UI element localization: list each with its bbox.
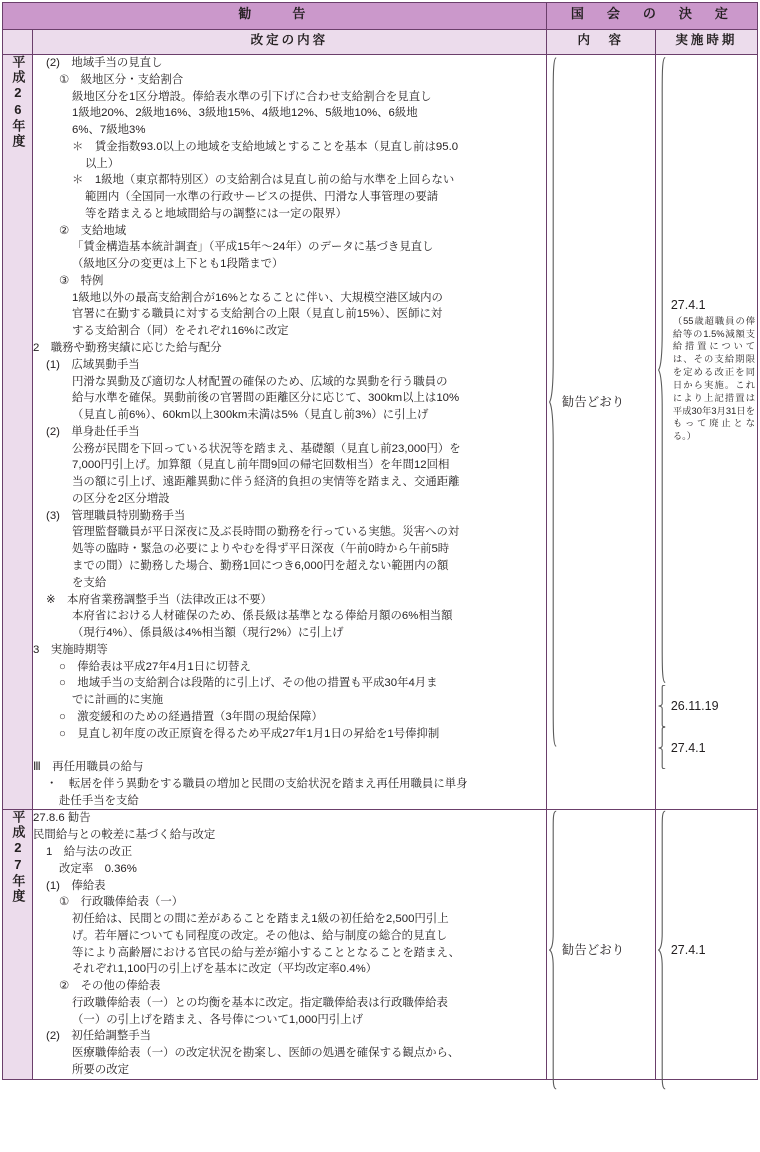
brace-label-main: 27.4.1 (670, 943, 706, 958)
brace-group (658, 810, 755, 1090)
content-line: 初任給は、民間との間に差があることを踏まえ1級の初任給を2,500円引上 (72, 913, 449, 926)
brace-label (558, 394, 625, 411)
content-line: 1級地以外の最高支給割合が16%となることに伴い、大規模空港区域内の (72, 291, 443, 304)
curly-brace-icon (658, 810, 667, 1090)
content-line: ○ 激変緩和のための経過措置（3年間の現給保障） (59, 710, 323, 723)
content-line: 範囲内（全国同一水準の行政サービスの提供、円滑な人事管理の要請 (85, 191, 439, 204)
content-line: 改定率 0.36% (59, 862, 137, 875)
brace-label (667, 942, 706, 959)
diet-content-cell (546, 810, 655, 1079)
content-line: 官署に在勤する職員に対する支給割合の上限（見直し前15%）、医師に対 (72, 308, 443, 321)
brace-group (549, 810, 653, 1090)
header-col-diet-content: 内 容 (546, 30, 655, 55)
revision-content-cell (33, 55, 547, 810)
content-line: (1) 広域異動手当 (46, 358, 140, 371)
brace-label (667, 698, 719, 715)
content-line: 処等の臨時・緊急の必要によりやむを得ず平日深夜（午前0時から午前5時 (72, 543, 450, 556)
content-line: 1級地20%、2級地16%、3級地15%、4級地12%、5級地10%、6級地 (72, 107, 418, 120)
brace-label-main: 27.4.1 (670, 297, 706, 312)
diet-timing-cell (655, 55, 757, 810)
content-line: 当の額に引上げ、遠距離異動に伴う経済的負担の実情等を踏まえ、交通距離 (72, 476, 460, 489)
diet-timing-cell (655, 810, 757, 1079)
content-line: (3) 管理職員特別勤務手当 (46, 509, 186, 522)
brace-group (658, 685, 755, 727)
fiscal-year-label: 平成26年度 (10, 55, 26, 149)
brace-label-main: 勧告どおり (561, 394, 625, 409)
header-col-implementation-timing: 実施時期 (655, 30, 757, 55)
content-line: までの間）に勤務した場合、勤務1回につき6,000円を超えない範囲内の額 (72, 559, 449, 572)
content-line: 本府省における人材確保のため、係長級は基準となる俸給月額の6%相当額 (72, 610, 453, 623)
content-line: 級地区分を1区分増設。俸給表水準の引下げに合わせ支給割合を見直し (72, 90, 432, 103)
content-line: 民間給与との較差に基づく給与改定 (33, 829, 216, 842)
content-line: 給与水準を確保。異動前後の官署間の距離区分に応じて、300km以上は10% (72, 392, 460, 405)
content-line: 医療職俸給表（一）の改定状況を勘案し、医師の処遇を確保する観点から、 (72, 1047, 460, 1060)
content-line: (2) 地域手当の見直し (46, 57, 163, 69)
brace-group (549, 55, 653, 749)
content-line: 6%、7級地3% (72, 124, 146, 137)
brace-label (558, 942, 625, 959)
document-page (0, 2, 760, 1152)
header-diet-decision: 国 会 の 決 定 (546, 3, 757, 30)
brace-label (667, 740, 706, 757)
content-line: （級地区分の変更は上下とも1段階まで） (72, 258, 284, 271)
content-line: ○ 見直し初年度の改正原資を得るため平成27年1月1日の昇給を1号俸抑制 (59, 727, 440, 740)
curly-brace-icon (549, 55, 558, 749)
fiscal-year-label-cell (3, 810, 33, 1079)
content-line: ※ 本府省業務調整手当（法律改正は不要） (46, 593, 272, 606)
table-body (3, 55, 758, 1080)
diet-content-cell (546, 55, 655, 810)
content-line: を支給 (72, 576, 107, 589)
content-line: 行政職俸給表（一）との均衡を基本に改定。指定職俸給表は行政職俸給表 (72, 996, 448, 1009)
content-line: 3 実施時期等 (33, 643, 108, 656)
brace-label (667, 297, 755, 443)
content-line: 円滑な異動及び適切な人材配置の確保のため、広域的な異動を行う職員の (72, 375, 448, 388)
curly-brace-icon (658, 55, 667, 685)
curly-brace-icon (549, 810, 558, 1090)
brace-label-main: 27.4.1 (670, 740, 706, 755)
brace-label-note: （55歳超職員の俸給等の1.5%減額支給措置については、その支給期限を定める改正を同日から実施。これにより上記措置は平成30年3月31日をもって廃止となる。） (672, 315, 755, 442)
content-line: ＊ 1級地（東京都特別区）の支給割合は見直し前の給与水準を上回らない (72, 174, 455, 187)
brace-label-main: 勧告どおり (561, 943, 625, 958)
header-kankoku: 勧 告 (3, 3, 547, 30)
content-line: ③ 特例 (59, 274, 104, 287)
content-line: （見直し前6%）、60km以上300km未満は5%（見直し前3%）に引上げ (72, 409, 429, 422)
content-line: 管理監督職員が平日深夜に及ぶ長時間の勤務を行っている実態。災害への対 (72, 526, 460, 539)
content-line: ① 級地区分・支給割合 (59, 73, 184, 86)
content-line: 所要の改定 (72, 1063, 129, 1076)
content-line: ① 行政職俸給表（一） (59, 896, 184, 909)
content-line: (2) 単身赴任手当 (46, 425, 140, 438)
content-line: 以上） (85, 157, 120, 170)
content-line: ○ 俸給表は平成27年4月1日に切替え (59, 660, 251, 673)
content-line: それぞれ1,100円の引上げを基本に改定（平均改定率0.4%） (72, 963, 378, 976)
table-row (3, 810, 758, 1079)
table-row (3, 55, 758, 810)
revision-content-cell (33, 810, 547, 1079)
brace-label-main: 26.11.19 (670, 698, 719, 713)
table-header (3, 3, 758, 55)
brace-group (658, 727, 755, 769)
brace-group (658, 55, 755, 685)
content-line: する支給割合（同）をそれぞれ16%に改定 (72, 325, 289, 338)
content-line: 赴任手当を支給 (59, 794, 139, 807)
curly-brace-icon (658, 727, 667, 769)
header-row-columns (3, 30, 758, 55)
content-line: (2) 初任給調整手当 (46, 1030, 152, 1043)
content-line: 7,000円引上げ。加算額（見直し前年間9回の帰宅回数相当）を年間12回相 (72, 459, 450, 472)
content-line (33, 742, 546, 759)
salary-revision-table (2, 2, 758, 1080)
fiscal-year-label-cell (3, 55, 33, 810)
content-line: ・ 転居を伴う異動をする職員の増加と民間の支給状況を踏まえ再任用職員に単身 (46, 777, 468, 790)
content-line: でに計画的に実施 (72, 694, 164, 707)
content-line: （現行4%）、係員級は4%相当額（現行2%）に引上げ (72, 627, 344, 640)
content-line: 等を踏まえると地域間給与の調整には一定の限界） (85, 207, 348, 220)
content-line: 「賃金構造基本統計調査」（平成15年〜24年）のデータに基づき見直し (72, 241, 434, 254)
content-line: 2 職務や勤務実績に応じた給与配分 (33, 342, 222, 355)
content-line: ○ 地域手当の支給割合は段階的に引上げ、その他の措置も平成30年4月ま (59, 677, 438, 690)
content-line: 等により高齢層における官民の給与差が縮小することとなることを踏まえ、 (72, 946, 460, 959)
content-line: 公務が民間を下回っている状況等を踏まえ、基礎額（見直し前23,000円）を (72, 442, 461, 455)
content-line: げ。若年層についても同程度の改定。その他は、給与制度の総合的見直し (72, 929, 448, 942)
content-line: ② 支給地域 (59, 224, 127, 237)
content-line: 27.8.6 勧告 (33, 812, 91, 825)
header-row-groups (3, 3, 758, 30)
fiscal-year-label: 平成27年度 (10, 810, 26, 905)
content-line: Ⅲ 再任用職員の給与 (33, 761, 144, 774)
content-line: （一）の引上げを踏まえ、各号俸について1,000円引上げ (72, 1013, 363, 1026)
header-corner-blank (3, 30, 33, 55)
content-line: ＊ 賃金指数93.0以上の地域を支給地域とすることを基本（見直し前は95.0 (72, 140, 459, 153)
header-col-revision-content: 改定の内容 (33, 30, 547, 55)
content-line: 1 給与法の改正 (46, 845, 133, 858)
content-line: ② その他の俸給表 (59, 980, 161, 993)
curly-brace-icon (658, 685, 667, 727)
content-line: (1) 俸給表 (46, 879, 106, 892)
content-line: の区分を2区分増設 (72, 492, 170, 505)
